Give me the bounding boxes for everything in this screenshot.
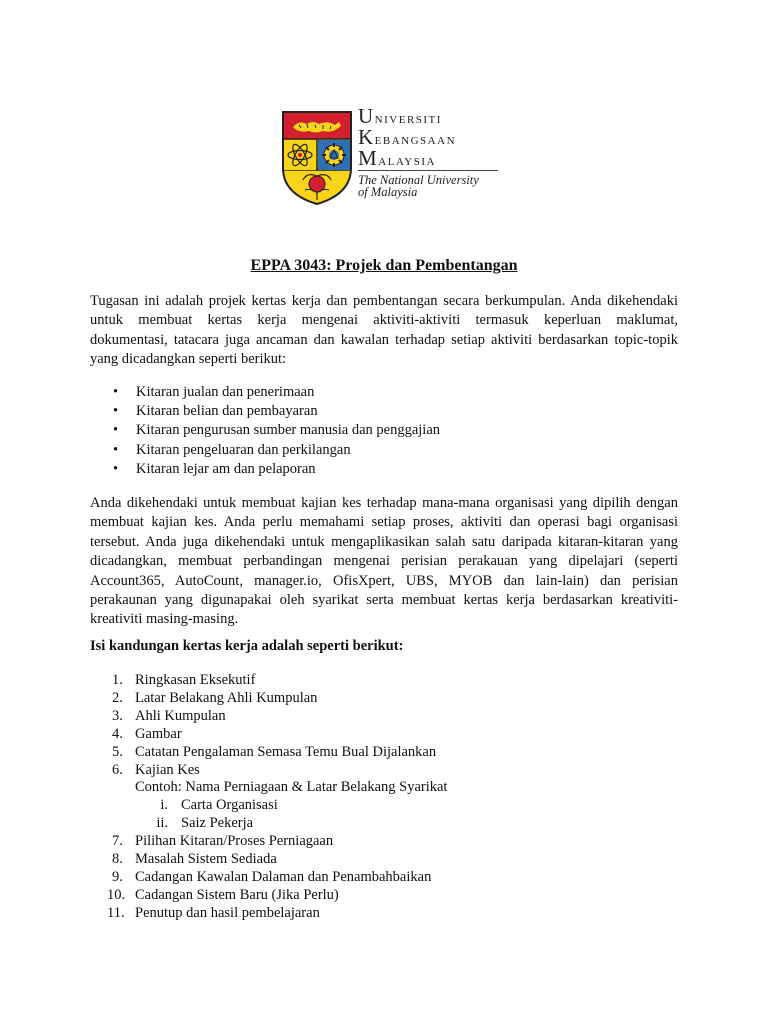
subitem-number: ii. — [156, 815, 168, 832]
body-line: kreativiti masing-masing. — [90, 611, 239, 628]
contents-item — [112, 726, 447, 744]
document-title: EPPA 3043: Projek dan Pembentangan — [250, 257, 518, 274]
item-text: Masalah Sistem Sediada — [135, 851, 277, 868]
contents-item — [107, 904, 447, 923]
body-line: membuat kajian kes. Anda perlu memahami setiap proses, aktiviti dan operasi bagi organisasi — [90, 514, 678, 531]
item-text: Cadangan Kawalan Dalaman dan Penambahbaikan — [135, 868, 432, 885]
logo-text — [358, 106, 498, 198]
logo-line-universiti: Universiti — [358, 104, 442, 128]
contents-item — [112, 762, 447, 780]
item-number: 4. — [112, 725, 123, 742]
contents-subitem — [112, 797, 447, 815]
item-text: Catatan Pengalaman Semasa Temu Bual Dijalankan — [135, 743, 437, 760]
item-text: Gambar — [135, 725, 182, 742]
subitem-text: Carta Organisasi — [181, 797, 278, 814]
university-logo — [281, 106, 501, 208]
contents-item — [112, 869, 447, 887]
body-line: Account365, AutoCount, manager.io, OfisXpert, UBS, MYOB dan lain-lain) dan perisian — [90, 572, 678, 589]
contents-item — [107, 886, 447, 905]
intro-paragraph — [90, 292, 678, 370]
item-text: Pilihan Kitaran/Proses Perniagaan — [135, 833, 334, 850]
contents-item — [112, 672, 447, 690]
contents-item — [112, 833, 447, 851]
body-line: tersebut. Anda juga dikehendaki untuk mengaplikasikan salah satu daripada kitaran-kitaran yang — [90, 533, 678, 550]
contents-item — [112, 708, 447, 726]
intro-line: untuk membuat kertas kerja mengenai aktiviti-aktiviti termasuk keperluan maklumat, — [90, 312, 678, 329]
item-number: 9. — [112, 868, 123, 885]
logo-line-kebangsaan: Kebangsaan — [358, 125, 457, 149]
item-text: Cadangan Sistem Baru (Jika Perlu) — [135, 886, 339, 903]
subitem-number: i. — [160, 797, 168, 814]
contents-heading: Isi kandungan kertas kerja adalah seperti berikut: — [90, 638, 404, 654]
topic-item: • Kitaran pengeluaran dan perkilangan — [113, 441, 440, 460]
contents-item — [112, 690, 447, 708]
logo-english-line1: The National University — [358, 173, 479, 187]
logo-divider — [358, 170, 498, 171]
crest-icon — [281, 110, 353, 206]
item-text: Ringkasan Eksekutif — [135, 672, 256, 688]
topic-list — [113, 383, 440, 479]
logo-english-line2: of Malaysia — [358, 185, 418, 199]
item-number: 2. — [112, 689, 123, 706]
intro-line: dokumentasi, tatacara juga ancaman dan kawalan terhadap setiap aktiviti berdasarkan topic-topik — [90, 331, 678, 348]
topic-item: • Kitaran jualan dan penerimaan — [113, 383, 440, 402]
contents-item — [112, 744, 447, 762]
subitem-text: Saiz Pekerja — [181, 815, 254, 832]
body-paragraph — [90, 494, 678, 630]
contents-subitem — [112, 815, 447, 833]
item-number: 6. — [112, 761, 123, 778]
topic-item: • Kitaran lejar am dan pelaporan — [113, 460, 440, 479]
topic-item: • Kitaran pengurusan sumber manusia dan penggajian — [113, 421, 440, 440]
intro-line: Tugasan ini adalah projek kertas kerja dan pembentangan secara berkumpulan. Anda dikehendaki — [90, 293, 678, 309]
item-number: 5. — [112, 743, 123, 760]
item-text: Kajian Kes — [135, 761, 200, 778]
logo-line-malaysia: Malaysia — [358, 146, 436, 170]
body-line: perakaunan yang digunapakai oleh syarikat serta membuat kertas kerja berdasarkan kreativiti- — [90, 592, 678, 609]
item-number: 8. — [112, 851, 123, 868]
topic-item: • Kitaran belian dan pembayaran — [113, 402, 440, 421]
contents-list — [107, 672, 448, 923]
item-number: 10. — [107, 886, 126, 903]
item-number: 11. — [107, 904, 125, 921]
contents-item — [112, 851, 447, 869]
item-text: Ahli Kumpulan — [135, 707, 226, 724]
body-line: Anda dikehendaki untuk membuat kajian kes terhadap mana-mana organisasi yang dipilih dengan — [90, 495, 678, 511]
item-number: 3. — [112, 707, 123, 724]
body-line: dicadangkan, membuat perbandingan mengenai perisian perakauan yang dipelajari (seperti — [90, 553, 678, 570]
item-number: 1. — [112, 672, 123, 688]
contents-example: Contoh: Nama Perniagaan & Latar Belakang Syarikat — [135, 779, 448, 796]
item-number: 7. — [112, 833, 123, 850]
item-text: Latar Belakang Ahli Kumpulan — [135, 689, 318, 706]
intro-line: yang dicadangkan seperti berikut: — [90, 351, 287, 368]
item-text: Penutup dan hasil pembelajaran — [135, 904, 320, 921]
